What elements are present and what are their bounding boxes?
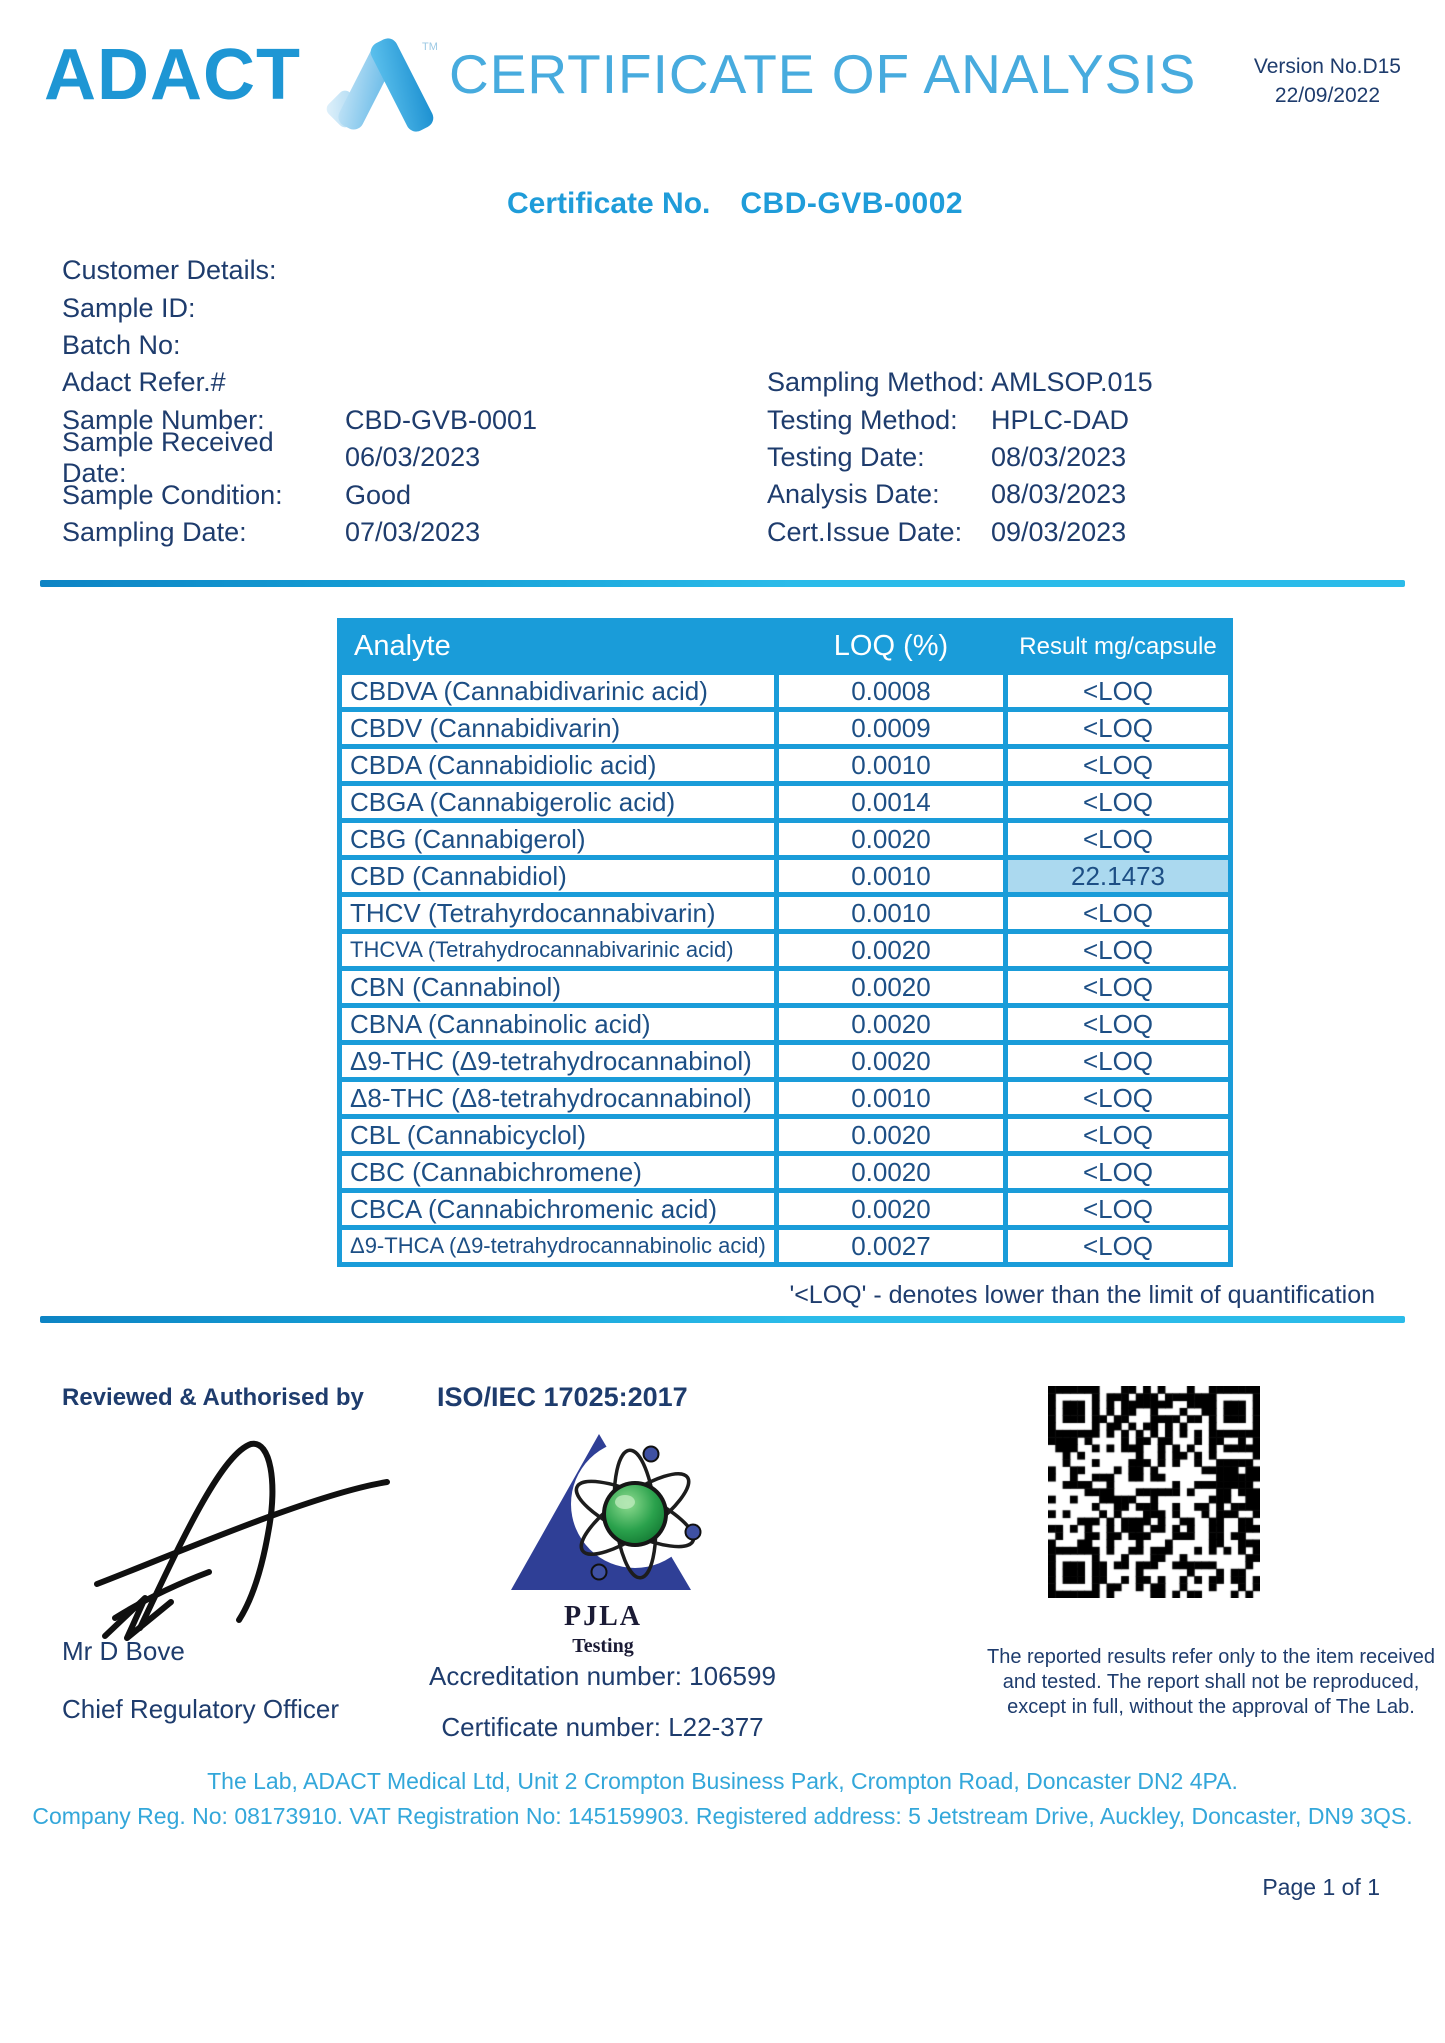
results-disclaimer: The reported results refer only to the item received and tested. The report shall not be reproduced, except in full, without the approval of The Lab. (987, 1646, 1435, 1718)
accreditation-certificate-number: Certificate number: L22-377 (441, 1712, 764, 1742)
table-row (342, 675, 1228, 707)
result-cell: <LOQ (1008, 675, 1228, 707)
detail-value: CBD-GVB-0001 (345, 404, 538, 435)
detail-label: Sample Condition: (62, 479, 283, 510)
analyte-cell: CBDV (Cannabidivarin) (342, 712, 774, 744)
detail-label: Cert.Issue Date: (767, 516, 963, 547)
result-cell: <LOQ (1008, 786, 1228, 818)
table-row (342, 1156, 1228, 1188)
loq-cell: 0.0027 (779, 1230, 1003, 1262)
analyte-cell: CBD (Cannabidiol) (342, 860, 774, 892)
table-row (342, 1008, 1228, 1040)
detail-value: HPLC-DAD (991, 404, 1130, 435)
signer-title: Chief Regulatory Officer (62, 1694, 339, 1724)
details-left (62, 252, 722, 551)
detail-label: Testing Method: (767, 404, 958, 435)
detail-value: AMLSOP.015 (991, 367, 1153, 398)
analyte-cell: CBC (Cannabichromene) (342, 1156, 774, 1188)
detail-row (767, 364, 1387, 401)
detail-label: Sample Number: (62, 404, 265, 435)
pjla-subtitle: Testing (572, 1635, 634, 1657)
detail-row (62, 514, 722, 551)
adact-logo-icon (316, 34, 438, 145)
result-cell: <LOQ (1008, 1119, 1228, 1151)
loq-cell: 0.0020 (779, 1119, 1003, 1151)
table-row (342, 786, 1228, 818)
table-row (342, 971, 1228, 1003)
detail-row (62, 476, 722, 513)
loq-cell: 0.0020 (779, 1008, 1003, 1040)
detail-row (767, 476, 1387, 513)
loq-cell: 0.0010 (779, 749, 1003, 781)
result-cell: <LOQ (1008, 1082, 1228, 1114)
loq-cell: 0.0020 (779, 823, 1003, 855)
version-date: 22/09/2022 (1274, 84, 1380, 107)
pjla-logo (503, 1428, 703, 1658)
analyte-cell: CBG (Cannabigerol) (342, 823, 774, 855)
analyte-cell: CBL (Cannabicyclol) (342, 1119, 774, 1151)
result-cell: <LOQ (1008, 1008, 1228, 1040)
analyte-cell: CBGA (Cannabigerolic acid) (342, 786, 774, 818)
document-title: CERTIFICATE OF ANALYSIS (449, 43, 1197, 105)
detail-label: Sampling Method: (767, 367, 985, 398)
col-header-result: Result mg/capsule (1019, 632, 1217, 660)
detail-label: Sampling Date: (62, 516, 247, 547)
detail-label: Testing Date: (767, 441, 925, 472)
table-row (342, 1193, 1228, 1225)
table-row (342, 897, 1228, 929)
divider-top (40, 580, 1405, 587)
loq-cell: 0.0008 (779, 675, 1003, 707)
certificate-number-value: CBD-GVB-0002 (740, 187, 964, 220)
analyte-cell: THCVA (Tetrahydrocannabivarinic acid) (342, 934, 774, 966)
trademark-glyph: TM (422, 41, 438, 53)
details-right (767, 364, 1387, 551)
table-row (342, 1082, 1228, 1114)
detail-label: Batch No: (62, 329, 181, 360)
loq-cell: 0.0020 (779, 1045, 1003, 1077)
result-cell: <LOQ (1008, 897, 1228, 929)
analyte-cell: Δ9-THCA (Δ9-tetrahydrocannabinolic acid) (342, 1230, 774, 1262)
detail-value: 09/03/2023 (991, 516, 1127, 547)
loq-cell: 0.0009 (779, 712, 1003, 744)
signer-name: Mr D Bove (62, 1636, 185, 1666)
loq-cell: 0.0010 (779, 897, 1003, 929)
accreditation-number: Accreditation number: 106599 (429, 1661, 776, 1691)
loq-cell: 0.0020 (779, 1156, 1003, 1188)
analyte-cell: CBCA (Cannabichromenic acid) (342, 1193, 774, 1225)
result-cell: <LOQ (1008, 971, 1228, 1003)
pjla-name: PJLA (564, 1601, 642, 1632)
page-number: Page 1 of 1 (1262, 1874, 1380, 1900)
detail-row (62, 252, 722, 289)
result-cell: <LOQ (1008, 749, 1228, 781)
analyte-cell: THCV (Tetrahyrdocannabivarin) (342, 897, 774, 929)
certificate-number-label: Certificate No. (507, 187, 711, 220)
table-row (342, 712, 1228, 744)
detail-row (62, 289, 722, 326)
result-cell: <LOQ (1008, 712, 1228, 744)
table-row (342, 1119, 1228, 1151)
table-row (342, 1045, 1228, 1077)
table-header-row (342, 623, 1228, 670)
iso-heading: ISO/IEC 17025:2017 (437, 1382, 688, 1412)
analyte-cell: CBNA (Cannabinolic acid) (342, 1008, 774, 1040)
col-header-analyte: Analyte (354, 630, 451, 662)
table-row (342, 860, 1228, 892)
detail-label: Adact Refer.# (62, 367, 226, 398)
loq-cell: 0.0014 (779, 786, 1003, 818)
result-cell: <LOQ (1008, 1156, 1228, 1188)
result-cell: 22.1473 (1008, 860, 1228, 892)
company-registration: Company Reg. No: 08173910. VAT Registration No: 145159903. Registered address: 5 Jetstream Drive, Auckley, Doncaster, DN9 3QS. (32, 1803, 1413, 1829)
result-cell: <LOQ (1008, 934, 1228, 966)
reviewed-heading: Reviewed & Authorised by (62, 1384, 364, 1411)
table-row (342, 749, 1228, 781)
detail-value: Good (345, 479, 412, 510)
result-cell: <LOQ (1008, 1230, 1228, 1262)
detail-label: Sample Received Date: (62, 426, 274, 488)
detail-value: 08/03/2023 (991, 479, 1127, 510)
result-cell: <LOQ (1008, 823, 1228, 855)
detail-row (62, 426, 722, 488)
loq-cell: 0.0010 (779, 1082, 1003, 1114)
lab-address: The Lab, ADACT Medical Ltd, Unit 2 Crompton Business Park, Crompton Road, Doncaster DN2 4PA. (207, 1768, 1238, 1794)
certificate-number-line (507, 187, 963, 221)
loq-cell: 0.0020 (779, 934, 1003, 966)
accreditation-block (330, 1661, 875, 1743)
col-header-loq: LOQ (%) (833, 630, 949, 662)
detail-row (767, 439, 1387, 476)
detail-value: 06/03/2023 (345, 442, 481, 473)
detail-label: Customer Details: (62, 255, 277, 286)
table-row (342, 1230, 1228, 1262)
analyte-table-body (342, 675, 1228, 1262)
analyte-cell: CBN (Cannabinol) (342, 971, 774, 1003)
pjla-logo-icon (503, 1428, 703, 1596)
detail-label: Analysis Date: (767, 479, 940, 510)
detail-value: 08/03/2023 (991, 441, 1127, 472)
qr-code (1048, 1386, 1260, 1598)
version-number: Version No.D15 (1253, 55, 1401, 78)
result-cell: <LOQ (1008, 1045, 1228, 1077)
analyte-cell: Δ8-THC (Δ8-tetrahydrocannabinol) (342, 1082, 774, 1114)
detail-label: Sample ID: (62, 292, 196, 323)
loq-footnote: '<LOQ' - denotes lower than the limit of quantification (789, 1281, 1375, 1309)
table-row (342, 823, 1228, 855)
result-cell: <LOQ (1008, 1193, 1228, 1225)
analyte-cell: Δ9-THC (Δ9-tetrahydrocannabinol) (342, 1045, 774, 1077)
table-row (342, 934, 1228, 966)
adact-logo-text: ADACT (44, 35, 301, 115)
detail-row (767, 401, 1387, 438)
analyte-cell: CBDA (Cannabidiolic acid) (342, 749, 774, 781)
loq-cell: 0.0020 (779, 1193, 1003, 1225)
loq-cell: 0.0010 (779, 860, 1003, 892)
detail-value: 07/03/2023 (345, 516, 481, 547)
analyte-table-wrap (337, 618, 1233, 1267)
version-info (1254, 52, 1401, 110)
loq-cell: 0.0020 (779, 971, 1003, 1003)
analyte-cell: CBDVA (Cannabidivarinic acid) (342, 675, 774, 707)
signature-image (85, 1422, 395, 1649)
divider-bottom (40, 1316, 1405, 1323)
detail-row (62, 364, 722, 401)
detail-row (62, 327, 722, 364)
analyte-table (337, 618, 1233, 1267)
detail-row (767, 514, 1387, 551)
